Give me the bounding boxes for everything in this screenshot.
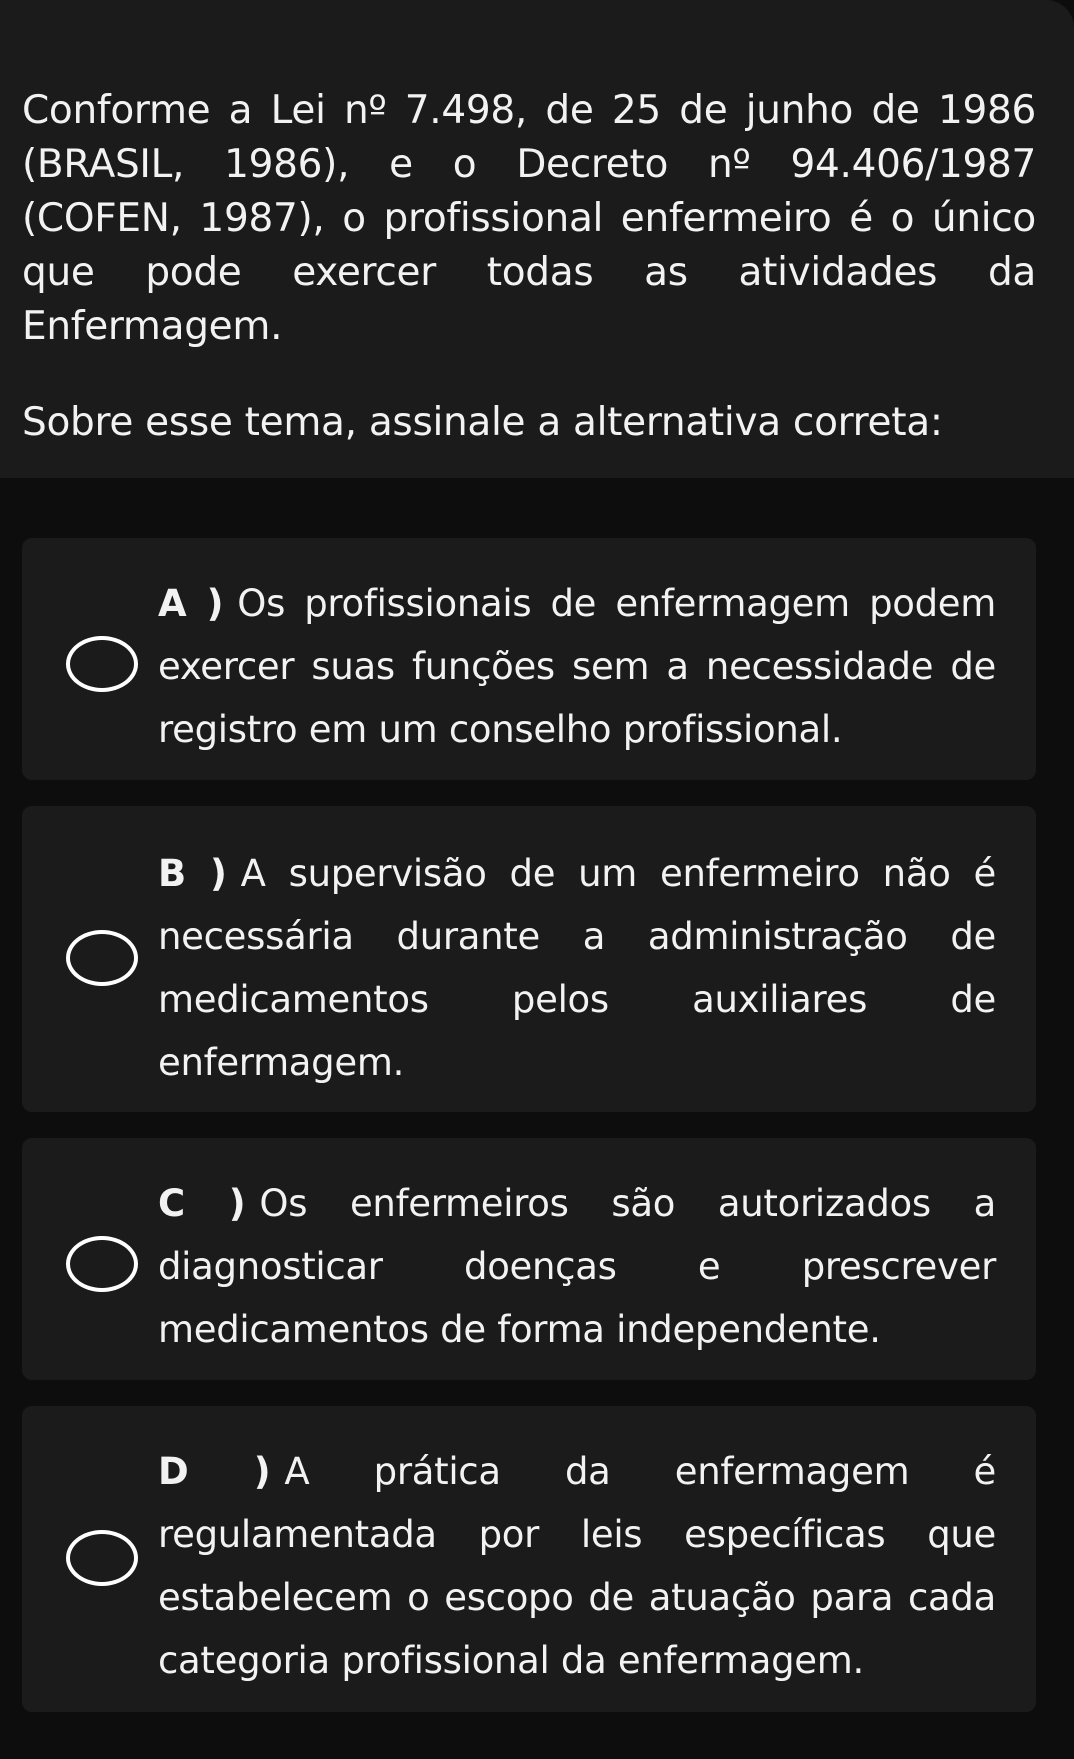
option-c-content: [158, 1172, 996, 1361]
question-statement: Conforme a Lei nº 7.498, de 25 de junho de 1986 (BRASIL, 1986), e o Decreto nº 94.406/1987 (COFEN, 1987), o profissional enfermeiro é o único que pode exercer todas as atividades da Enfermagem.: [22, 88, 1036, 349]
option-c[interactable]: [22, 1138, 1036, 1380]
option-letter: C ): [158, 1182, 246, 1225]
question-panel: [0, 0, 1074, 478]
option-text: Os profissionais de enfermagem podem exercer suas funções sem a necessidade de registro em um conselho profissional.: [158, 582, 996, 751]
radio-button-icon[interactable]: [66, 1530, 138, 1586]
option-letter: A ): [158, 582, 224, 625]
option-b[interactable]: [22, 806, 1036, 1112]
option-b-content: [158, 842, 996, 1094]
option-a-content: [158, 572, 996, 761]
radio-button-icon[interactable]: [66, 636, 138, 692]
question-prompt: Sobre esse tema, assinale a alternativa correta:: [22, 400, 943, 445]
radio-button-icon[interactable]: [66, 930, 138, 986]
option-a[interactable]: [22, 538, 1036, 780]
option-letter: B ): [158, 852, 227, 895]
option-d-content: [158, 1440, 996, 1692]
option-letter: D ): [158, 1450, 271, 1493]
option-text: A prática da enfermagem é regulamentada por leis específicas que estabelecem o escopo de atuação para cada categoria profissional da enfermagem.: [158, 1450, 997, 1682]
option-text: Os enfermeiros são autorizados a diagnosticar doenças e prescrever medicamentos de forma independente.: [158, 1182, 996, 1351]
option-text: A supervisão de um enfermeiro não é necessária durante a administração de medicamentos pelos auxiliares de enfermagem.: [158, 852, 996, 1084]
radio-button-icon[interactable]: [66, 1236, 138, 1292]
option-d[interactable]: [22, 1406, 1036, 1712]
